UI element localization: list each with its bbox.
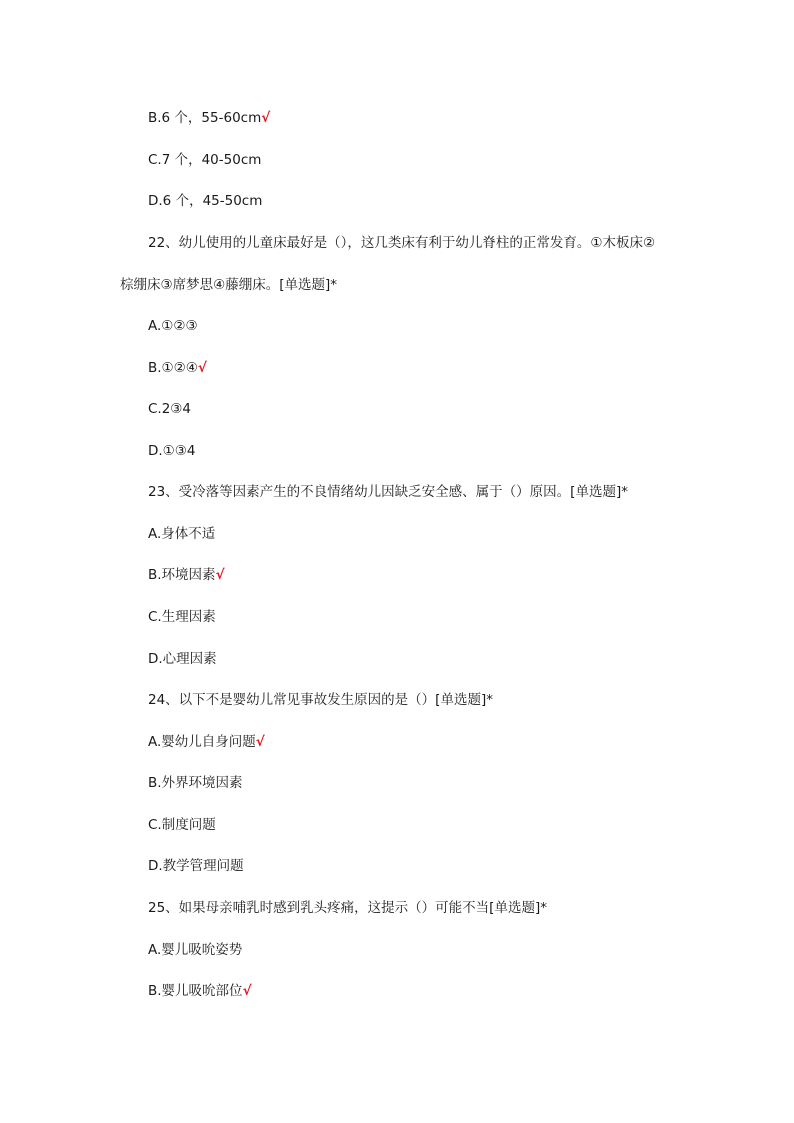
q23-option-a	[148, 524, 215, 544]
correct-check-icon: √	[197, 360, 207, 376]
q22-option-c	[148, 399, 191, 419]
option-text: D.心理因素	[148, 651, 217, 667]
q23-option-d	[148, 649, 217, 669]
option-text: A.婴儿吸吮姿势	[148, 942, 243, 958]
q24-question-line1: 24、以下不是婴幼儿常见事故发生原因的是（）[单选题]*	[148, 692, 493, 708]
q22-question-line2: 棕绷床③席梦思④藤绷床。[单选题]*	[120, 277, 337, 293]
q24-option-c	[148, 815, 216, 835]
q21-option-c	[148, 150, 261, 170]
correct-check-icon: √	[215, 567, 225, 583]
correct-check-icon: √	[255, 734, 265, 750]
q25-option-b	[148, 981, 252, 1001]
option-text: C.生理因素	[148, 609, 216, 625]
q25-option-a	[148, 940, 242, 960]
q25-question-line1: 25、如果母亲哺乳时感到乳头疼痛，这提示（）可能不当[单选题]*	[148, 900, 547, 916]
q23-option-c	[148, 607, 216, 627]
option-text: C.制度问题	[148, 817, 216, 833]
q24-option-a	[148, 732, 265, 752]
q24-option-d	[148, 856, 244, 876]
q21-option-b	[148, 108, 270, 128]
q23-question-line1: 23、受冷落等因素产生的不良情绪幼儿因缺乏安全感、属于（）原因。[单选题]*	[148, 484, 628, 500]
q23-option-b	[148, 565, 225, 585]
option-text: B.6 个，55-60cm	[148, 110, 262, 126]
q22-option-a	[148, 316, 198, 336]
q24-option-b	[148, 773, 243, 793]
option-text: D.6 个，45-50cm	[148, 193, 263, 209]
q21-option-d	[148, 191, 262, 211]
correct-check-icon: √	[242, 983, 252, 999]
option-text: C.2③4	[148, 401, 191, 417]
correct-check-icon: √	[261, 110, 271, 126]
q22-question-line1: 22、幼儿使用的儿童床最好是（），这几类床有利于幼儿脊柱的正常发育。①木板床②	[148, 235, 656, 251]
q22-option-d	[148, 441, 195, 461]
option-text: A.身体不适	[148, 526, 216, 542]
option-text: B.外界环境因素	[148, 775, 243, 791]
option-text: D.教学管理问题	[148, 858, 244, 874]
option-text: D.①③4	[148, 443, 196, 459]
q22-option-b	[148, 358, 207, 378]
option-text: C.7 个，40-50cm	[148, 152, 262, 168]
option-text: A.①②③	[148, 318, 198, 334]
option-text: A.婴幼儿自身问题	[148, 734, 256, 750]
option-text: B.环境因素	[148, 567, 216, 583]
option-text: B.婴儿吸吮部位	[148, 983, 243, 999]
option-text: B.①②④	[148, 360, 198, 376]
